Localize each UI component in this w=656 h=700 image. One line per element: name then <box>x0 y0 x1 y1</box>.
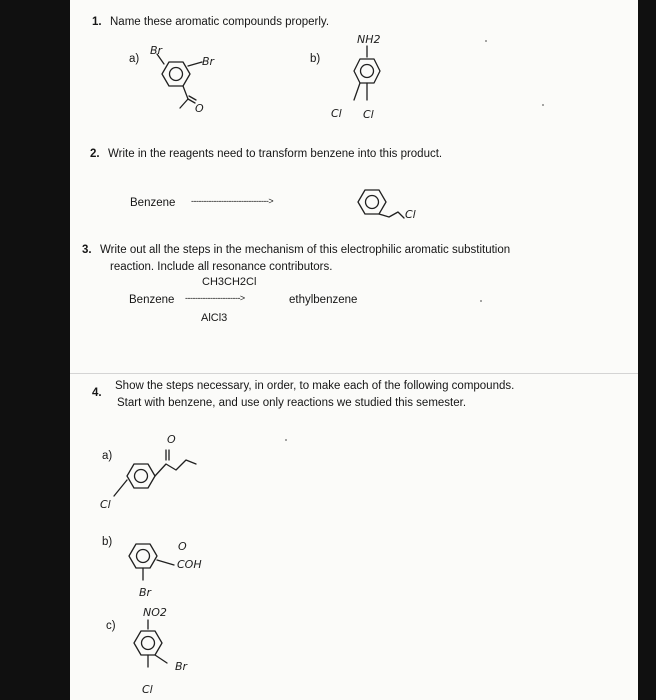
q1b-cl-right: Cl <box>363 108 374 121</box>
q1a-structure <box>148 45 208 125</box>
q3-product: ethylbenzene <box>289 294 358 306</box>
q2-product-cl: Cl <box>405 208 416 221</box>
q1a-br-left: Br <box>150 44 163 57</box>
q4c-cl: Cl <box>142 683 153 696</box>
q4b-label: b) <box>102 536 113 548</box>
q1-text: Name these aromatic compounds properly. <box>110 16 330 28</box>
scan-speck <box>485 40 487 42</box>
scan-speck <box>285 439 287 441</box>
q2-start-benzene: Benzene <box>130 197 176 209</box>
q2-arrow: -------------------------------> <box>191 196 274 206</box>
q4b-br: Br <box>139 586 152 599</box>
q4c-no2: NO2 <box>143 606 167 619</box>
q1b-cl-left: Cl <box>331 107 342 120</box>
q4b-carbonyl-o: O <box>178 540 187 553</box>
q4b-acid: COH <box>177 558 202 571</box>
q1b-label: b) <box>310 53 321 65</box>
q4a-label: a) <box>102 450 113 462</box>
q3-number: 3. <box>82 244 92 256</box>
q3-start-benzene: Benzene <box>129 294 175 306</box>
q2-number: 2. <box>90 148 100 160</box>
q3-arrow: ----------------------> <box>185 293 245 303</box>
q4a-cl: Cl <box>100 498 111 511</box>
q3-reagent-bottom: AlCl3 <box>201 312 228 324</box>
q4-text-line1: Show the steps necessary, in order, to make each of the following compounds. <box>115 380 515 392</box>
q3-text-line2: reaction. Include all resonance contributors. <box>110 261 333 273</box>
q2-text: Write in the reagents need to transform benzene into this product. <box>108 148 443 160</box>
q4b-structure <box>120 535 200 595</box>
q1a-label: a) <box>129 53 140 65</box>
scan-speck <box>542 104 544 106</box>
q2-product-structure <box>352 185 422 235</box>
q4c-structure <box>125 615 195 695</box>
q4-text-line2: Start with benzene, and use only reactions we studied this semester. <box>117 397 467 409</box>
q4c-label: c) <box>106 620 116 632</box>
q4a-structure <box>106 440 226 510</box>
q1a-oxygen: O <box>195 102 204 115</box>
q1b-structure <box>340 45 400 115</box>
q3-reagent-top: CH3CH2Cl <box>202 276 257 288</box>
q1a-br-right: Br <box>202 55 215 68</box>
q3-text-line1: Write out all the steps in the mechanism of this electrophilic aromatic substitution <box>100 244 511 256</box>
q4-number: 4. <box>92 387 102 399</box>
q1b-amine: NH2 <box>357 33 381 46</box>
scan-speck <box>480 300 482 302</box>
q1-number: 1. <box>92 16 102 28</box>
section-divider <box>70 373 638 374</box>
q4a-carbonyl-o: O <box>167 433 176 446</box>
q4c-br: Br <box>175 660 188 673</box>
worksheet-page <box>70 0 638 700</box>
